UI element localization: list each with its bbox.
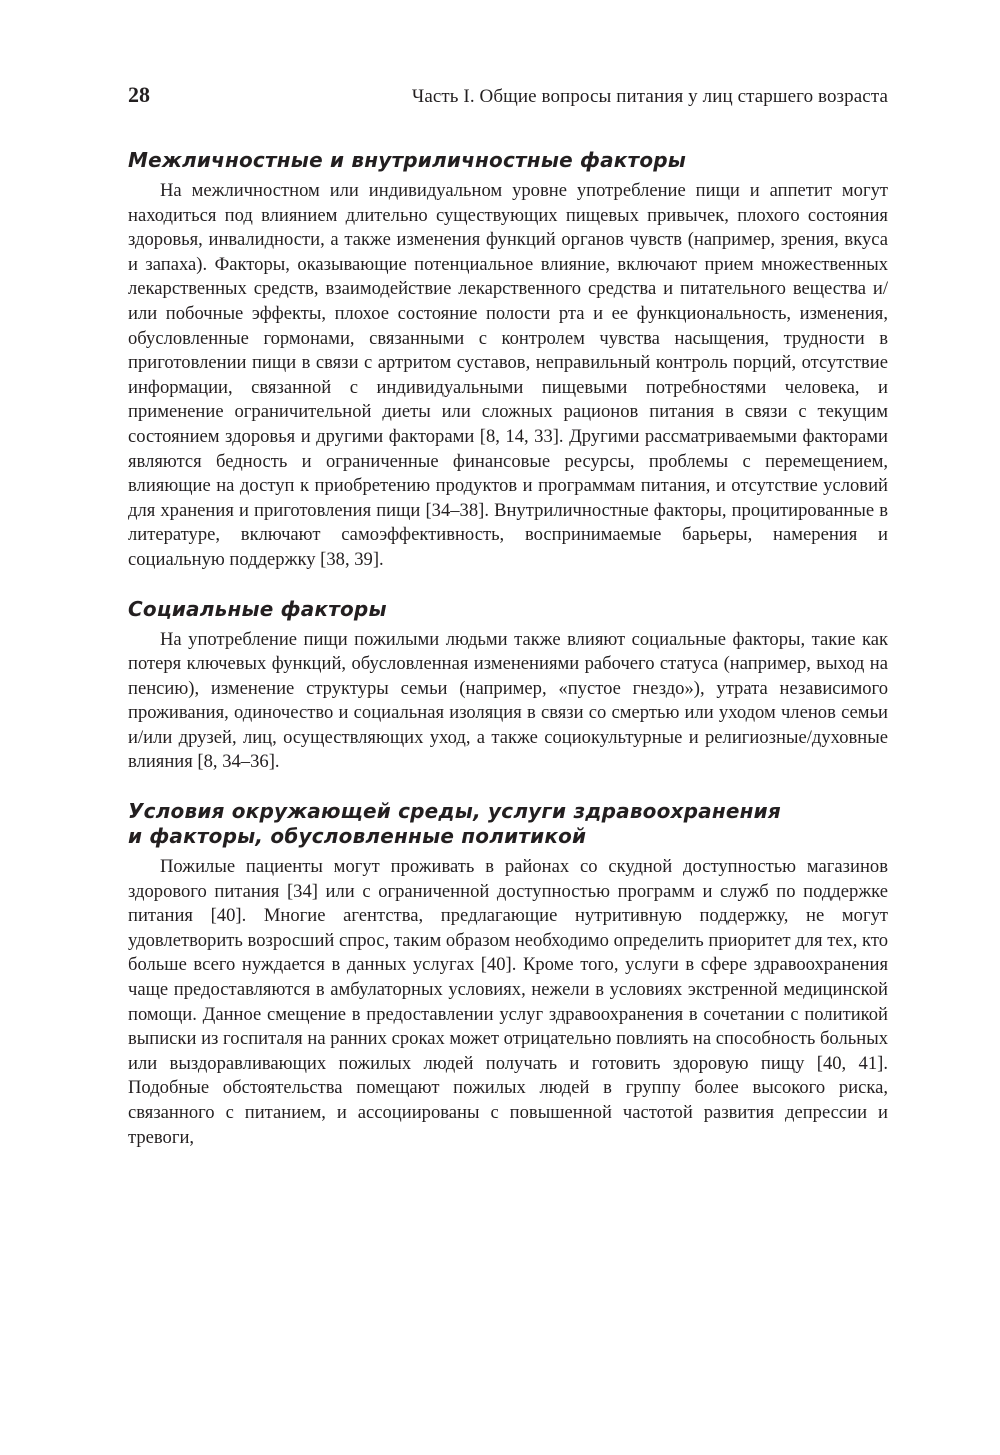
section-heading: Социальные факторы [128, 596, 387, 621]
section-heading: Межличностные и внутриличностные факторы [128, 148, 687, 172]
section-heading-line-1: Условия окружающей среды, услуги здравоохранения [128, 799, 781, 824]
section-paragraph: На употребление пищи пожилыми людьми также влияют социальные факторы, такие как потеря ключевых функций, обусловленная изменениями рабочего статуса (например, выход на пенсию), изменение структуры семьи (например, «пустое гнездо»), утрата независимого проживания, одиночество и социальная изоляция в связи со смертью или уходом членов семьи и/или друзей, лиц, осуществляющих уход, а также социокультурные и религиозные/духовные влияния [8, 34–36]. [128, 628, 888, 773]
page-number: 28 [128, 82, 150, 107]
running-head [128, 82, 888, 122]
section-heading [128, 799, 888, 849]
section-paragraph: Пожилые пациенты могут проживать в районах со скудной доступностью магазинов здорового питания [34] или с ограниченной доступностью программ и служб по поддержке питания [40]. Многие агентства, предлагающие нутритивную поддержку, не могут удовлетворить возросший спрос, таким образом необходимо определить приоритет для тех, кто больше всего нуждается в данных услугах [40]. Кроме того, услуги в сфере здравоохранения чаще предоставляются в амбулаторных условиях, нежели в условиях экстренной медицинской помощи. Данное смещение в предоставлении услуг здравоохранения в сочетании с политикой выписки из госпиталя на ранних сроках может отрицательно повлиять на способность больных или выздоравливающих пожилых людей получать и готовить здоровую пищу [40, 41]. Подобные обстоятельства помещают пожилых людей в группу более высокого риска, связанного с питанием, и ассоциированы с повышенной частотой развития депрессии и тревоги, [128, 856, 888, 1148]
section-interpersonal-factors [128, 148, 888, 573]
section-social-factors [128, 597, 888, 776]
section-heading-line-2: и факторы, обусловленные политикой [128, 824, 587, 849]
section-environment-factors [128, 799, 888, 1150]
book-page [128, 82, 888, 1150]
running-title: Часть I. Общие вопросы питания у лиц старшего возраста [411, 86, 888, 107]
section-paragraph: На межличностном или индивидуальном уровне употребление пищи и аппетит могут находиться под влиянием длительно существующих пищевых привычек, плохого состояния здоровья, инвалидности, а также изменения функций органов чувств (например, зрения, вкуса и запаха). Факторы, оказывающие потенциальное влияние, включают прием множественных лекарственных средств, взаимодействие лекарственного средства и питательного вещества и/или побочные эффекты, плохое состояние полости рта и ее функциональность, изменения, обусловленные гормонами, связанными с контролем чувства насыщения, трудности в приготовлении пищи в связи с артритом суставов, неправильный контроль порций, отсутствие информации, связанной с индивидуальными пищевыми потребностями человека, и применение ограничительной диеты или сложных рационов питания в связи с текущим состоянием здоровья и другими факторами [8, 14, 33]. Другими рассматриваемыми факторами являются бедность и ограниченные финансовые ресурсы, проблемы с перемещением, влияющие на доступ к приобретению продуктов и программам питания, и отсутствие условий для хранения и приготовления пищи [34–38]. Внутриличностные факторы, процитированные в литературе, включают самоэффективность, воспринимаемые барьеры, намерения и социальную поддержку [38, 39]. [128, 180, 888, 570]
